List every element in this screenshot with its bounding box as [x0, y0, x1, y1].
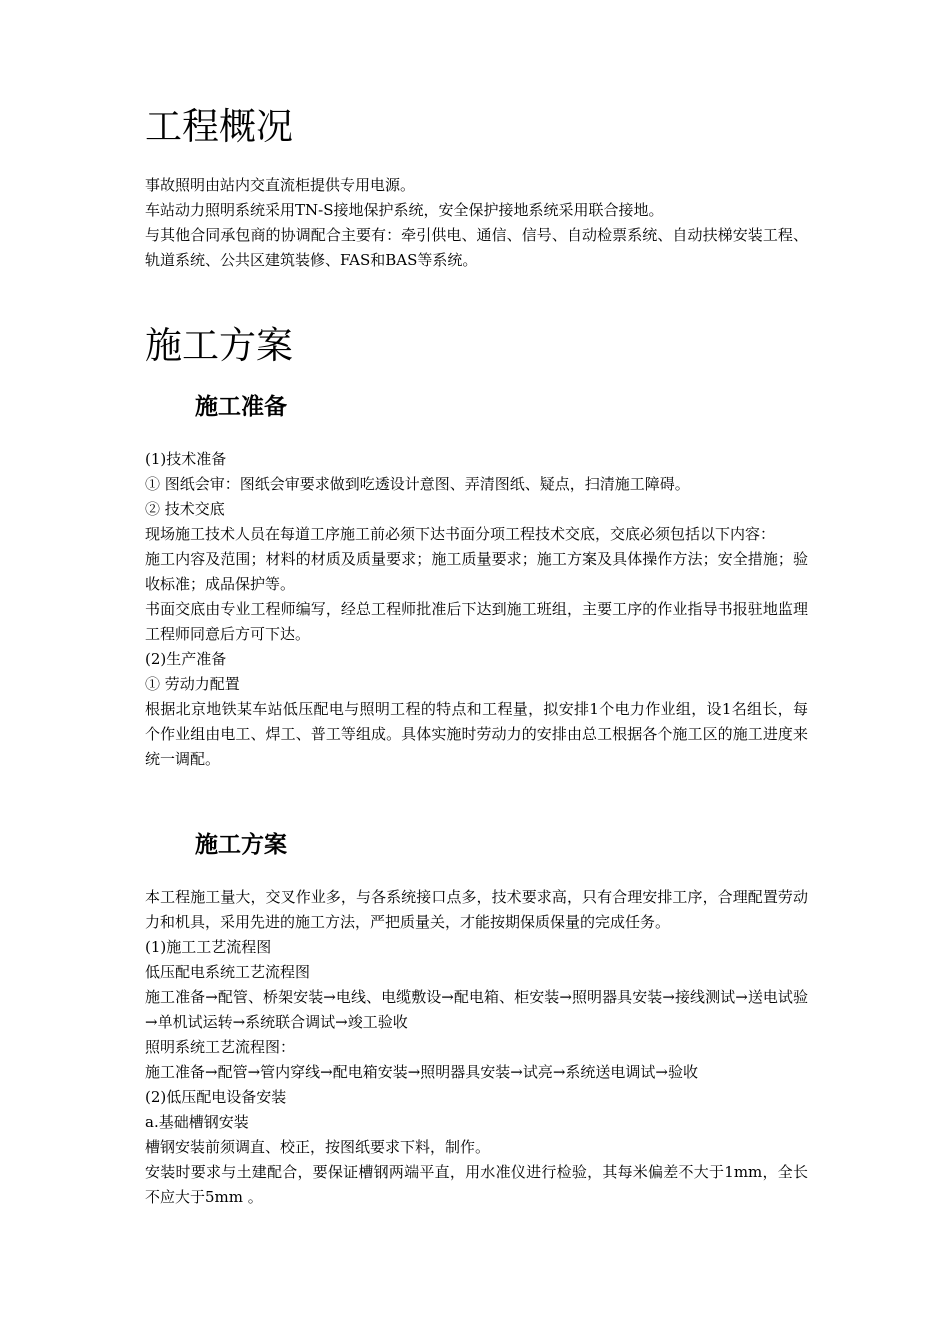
paragraph: (1)技术准备	[145, 450, 227, 468]
section-title-project-overview: 工程概况	[145, 105, 293, 148]
paragraph: 与其他合同承包商的协调配合主要有：牵引供电、通信、信号、自动检票系统、自动扶梯安装工程、轨道系统、公共区建筑装修、FAS和BAS等系统。	[145, 226, 808, 269]
paragraph: a.基础槽钢安装	[145, 1113, 249, 1131]
paragraph: 书面交底由专业工程师编写，经总工程师批准后下达到施工班组，主要工序的作业指导书报驻地监理工程师同意后方可下达。	[145, 600, 808, 643]
paragraph: (2)生产准备	[145, 650, 227, 668]
paragraph: ① 劳动力配置	[145, 675, 240, 693]
paragraph: 施工准备→配管→管内穿线→配电箱安装→照明器具安装→试亮→系统送电调试→验收	[145, 1063, 698, 1081]
construction-plan-body	[145, 885, 808, 1210]
paragraph: 现场施工技术人员在每道工序施工前必须下达书面分项工程技术交底，交底必须包括以下内容：	[145, 525, 776, 543]
project-overview-body	[145, 173, 808, 273]
paragraph: 安装时要求与土建配合，要保证槽钢两端平直，用水准仪进行检验，其每米偏差不大于1mm，全长不应大于5mm 。	[145, 1163, 808, 1206]
paragraph: 照明系统工艺流程图：	[145, 1038, 296, 1056]
section-title-construction-plan: 施工方案	[145, 324, 293, 367]
paragraph: ② 技术交底	[145, 500, 225, 518]
construction-preparation-body	[145, 447, 808, 772]
paragraph: 施工准备→配管、桥架安装→电线、电缆敷设→配电箱、柜安装→照明器具安装→接线测试→送电试验→单机试运转→系统联合调试→竣工验收	[145, 988, 808, 1031]
paragraph: ① 图纸会审：图纸会审要求做到吃透设计意图、弄清图纸、疑点，扫清施工障碍。	[145, 475, 690, 493]
subsection-title-construction-plan: 施工方案	[195, 832, 287, 858]
paragraph: 车站动力照明系统采用TN-S接地保护系统，安全保护接地系统采用联合接地。	[145, 201, 664, 219]
paragraph: 低压配电系统工艺流程图	[145, 963, 311, 981]
paragraph: 施工内容及范围；材料的材质及质量要求；施工质量要求；施工方案及具体操作方法；安全措施；验收标准；成品保护等。	[145, 550, 808, 593]
paragraph: 槽钢安装前须调直、校正，按图纸要求下料，制作。	[145, 1138, 491, 1156]
paragraph: (2)低压配电设备安装	[145, 1088, 287, 1106]
paragraph: (1)施工工艺流程图	[145, 938, 272, 956]
paragraph: 根据北京地铁某车站低压配电与照明工程的特点和工程量，拟安排1个电力作业组，设1名组长，每个作业组由电工、焊工、普工等组成。具体实施时劳动力的安排由总工根据各个施工区的施工进度来统一调配。	[145, 700, 808, 768]
paragraph: 事故照明由站内交直流柜提供专用电源。	[145, 176, 416, 194]
paragraph: 本工程施工量大，交叉作业多，与各系统接口点多，技术要求高，只有合理安排工序，合理配置劳动力和机具，采用先进的施工方法，严把质量关，才能按期保质保量的完成任务。	[145, 888, 808, 931]
subsection-title-construction-preparation: 施工准备	[195, 394, 287, 420]
